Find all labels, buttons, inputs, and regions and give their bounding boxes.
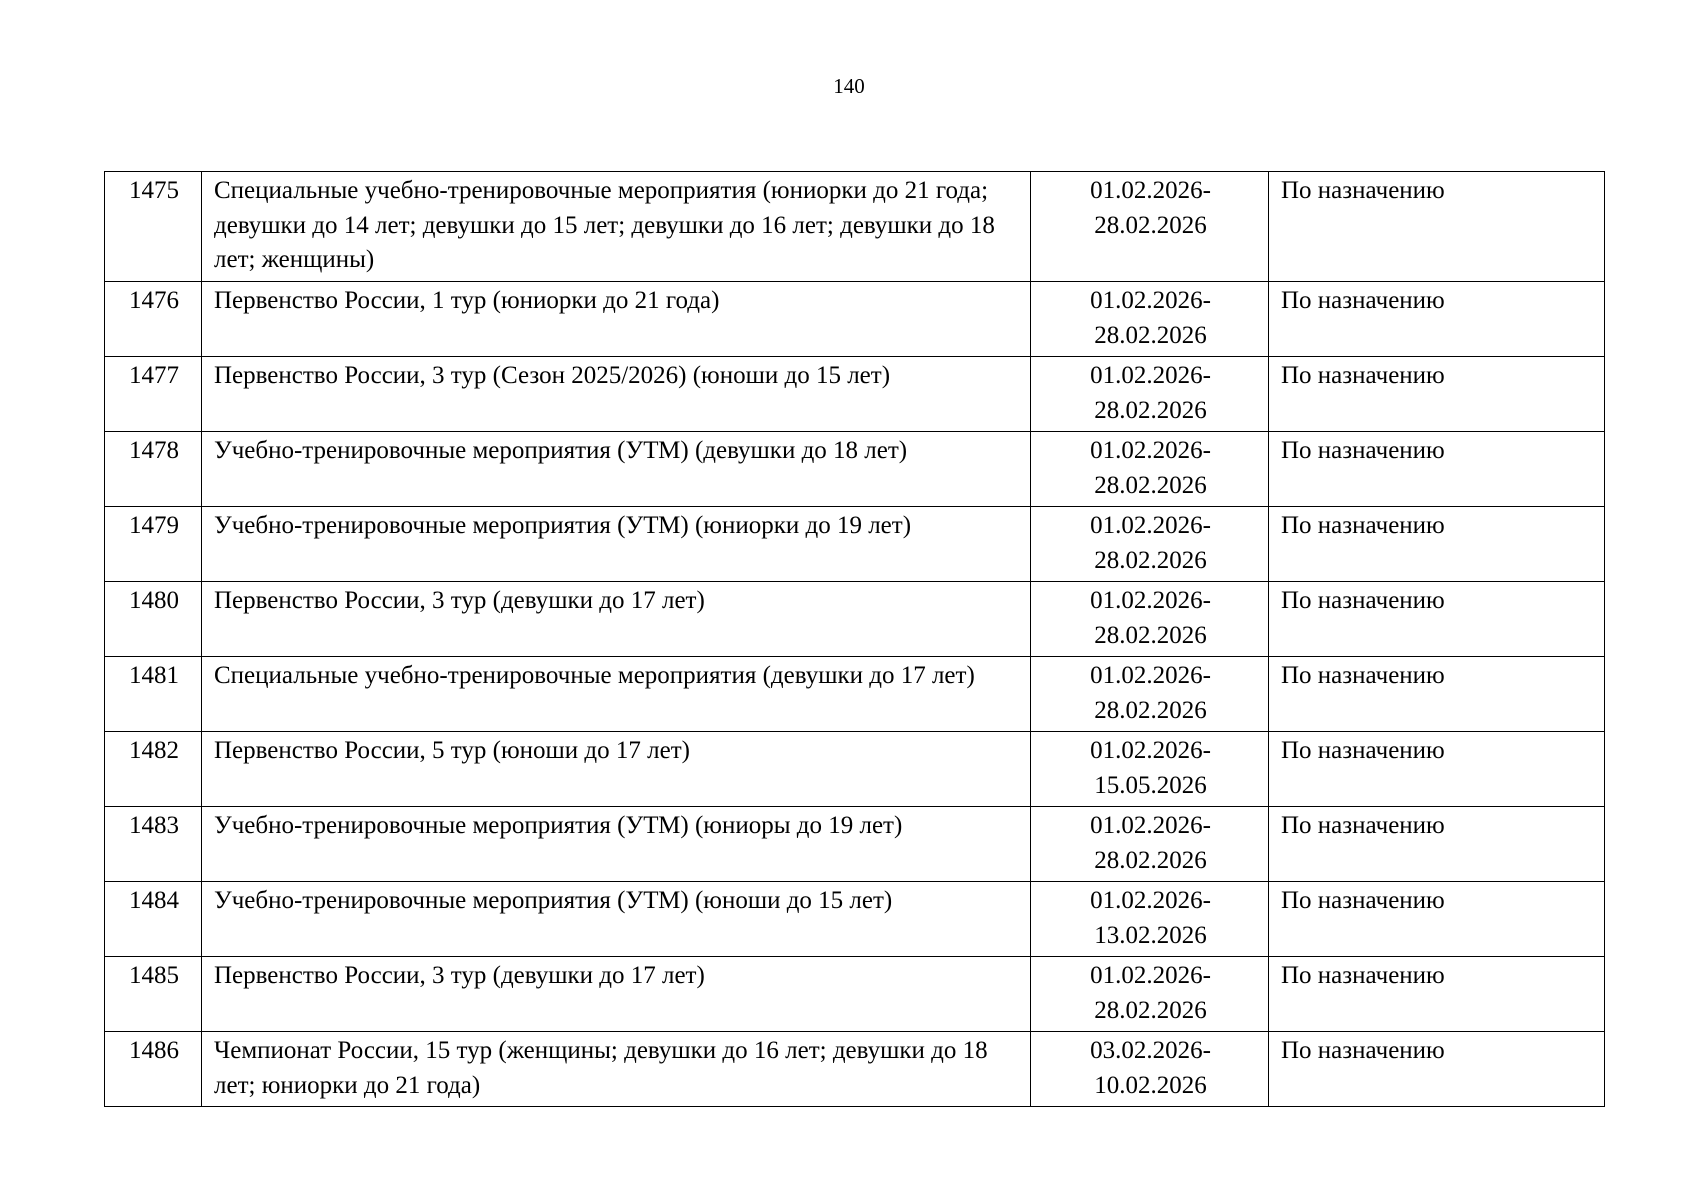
event-name: Специальные учебно-тренировочные мероприятия (юниорки до 21 года; девушки до 14 лет; девушки до 15 лет; девушки до 16 лет; девушки до 18 лет; женщины) bbox=[202, 172, 1031, 282]
date-start: 01.02.2026- bbox=[1090, 287, 1211, 314]
event-dates bbox=[1031, 732, 1269, 807]
date-end: 28.02.2026 bbox=[1094, 621, 1207, 649]
table-row bbox=[105, 432, 1605, 507]
events-table bbox=[104, 171, 1605, 1107]
event-name: Первенство России, 3 тур (Сезон 2025/2026) (юноши до 15 лет) bbox=[202, 357, 1031, 432]
date-start: 01.02.2026- bbox=[1090, 437, 1211, 464]
date-end: 28.02.2026 bbox=[1094, 546, 1207, 574]
row-number: 1480 bbox=[105, 582, 202, 657]
table-row bbox=[105, 807, 1605, 882]
participation: По назначению bbox=[1269, 507, 1605, 582]
event-name: Учебно-тренировочные мероприятия (УТМ) (юниоры до 19 лет) bbox=[202, 807, 1031, 882]
participation: По назначению bbox=[1269, 807, 1605, 882]
event-dates bbox=[1031, 882, 1269, 957]
event-name: Первенство России, 5 тур (юноши до 17 лет) bbox=[202, 732, 1031, 807]
table-row bbox=[105, 882, 1605, 957]
table-row bbox=[105, 657, 1605, 732]
date-end: 10.02.2026 bbox=[1094, 1071, 1207, 1099]
date-end: 28.02.2026 bbox=[1094, 996, 1207, 1024]
table-row bbox=[105, 732, 1605, 807]
event-name: Специальные учебно-тренировочные мероприятия (девушки до 17 лет) bbox=[202, 657, 1031, 732]
date-end: 28.02.2026 bbox=[1094, 321, 1207, 349]
row-number: 1478 bbox=[105, 432, 202, 507]
date-end: 28.02.2026 bbox=[1094, 211, 1207, 239]
event-name: Первенство России, 3 тур (девушки до 17 лет) bbox=[202, 582, 1031, 657]
date-end: 28.02.2026 bbox=[1094, 696, 1207, 724]
event-dates bbox=[1031, 582, 1269, 657]
event-dates bbox=[1031, 172, 1269, 282]
table-row bbox=[105, 582, 1605, 657]
participation: По назначению bbox=[1269, 657, 1605, 732]
table-row bbox=[105, 507, 1605, 582]
table-row bbox=[105, 1032, 1605, 1107]
event-dates bbox=[1031, 282, 1269, 357]
row-number: 1477 bbox=[105, 357, 202, 432]
date-start: 01.02.2026- bbox=[1090, 962, 1211, 989]
events-table-body bbox=[105, 172, 1605, 1107]
row-number: 1475 bbox=[105, 172, 202, 282]
row-number: 1484 bbox=[105, 882, 202, 957]
event-name: Учебно-тренировочные мероприятия (УТМ) (юниорки до 19 лет) bbox=[202, 507, 1031, 582]
table-row bbox=[105, 282, 1605, 357]
date-start: 01.02.2026- bbox=[1090, 737, 1211, 764]
date-start: 01.02.2026- bbox=[1090, 887, 1211, 914]
row-number: 1479 bbox=[105, 507, 202, 582]
event-name: Чемпионат России, 15 тур (женщины; девушки до 16 лет; девушки до 18 лет; юниорки до 21 года) bbox=[202, 1032, 1031, 1107]
date-start: 01.02.2026- bbox=[1090, 812, 1211, 839]
event-dates bbox=[1031, 657, 1269, 732]
event-dates bbox=[1031, 1032, 1269, 1107]
participation: По назначению bbox=[1269, 957, 1605, 1032]
row-number: 1482 bbox=[105, 732, 202, 807]
event-name: Учебно-тренировочные мероприятия (УТМ) (юноши до 15 лет) bbox=[202, 882, 1031, 957]
row-number: 1485 bbox=[105, 957, 202, 1032]
event-dates bbox=[1031, 432, 1269, 507]
event-name: Учебно-тренировочные мероприятия (УТМ) (девушки до 18 лет) bbox=[202, 432, 1031, 507]
table-row bbox=[105, 957, 1605, 1032]
participation: По назначению bbox=[1269, 282, 1605, 357]
event-name: Первенство России, 1 тур (юниорки до 21 года) bbox=[202, 282, 1031, 357]
participation: По назначению bbox=[1269, 357, 1605, 432]
event-dates bbox=[1031, 357, 1269, 432]
table-row bbox=[105, 172, 1605, 282]
event-dates bbox=[1031, 807, 1269, 882]
date-end: 28.02.2026 bbox=[1094, 471, 1207, 499]
date-start: 01.02.2026- bbox=[1090, 662, 1211, 689]
event-name: Первенство России, 3 тур (девушки до 17 лет) bbox=[202, 957, 1031, 1032]
date-end: 15.05.2026 bbox=[1094, 771, 1207, 799]
date-start: 01.02.2026- bbox=[1090, 177, 1211, 204]
date-start: 01.02.2026- bbox=[1090, 512, 1211, 539]
date-start: 01.02.2026- bbox=[1090, 587, 1211, 614]
page-number: 140 bbox=[833, 74, 865, 98]
participation: По назначению bbox=[1269, 432, 1605, 507]
date-end: 13.02.2026 bbox=[1094, 921, 1207, 949]
row-number: 1486 bbox=[105, 1032, 202, 1107]
event-dates bbox=[1031, 957, 1269, 1032]
event-dates bbox=[1031, 507, 1269, 582]
participation: По назначению bbox=[1269, 882, 1605, 957]
date-start: 03.02.2026- bbox=[1090, 1037, 1211, 1064]
participation: По назначению bbox=[1269, 732, 1605, 807]
date-end: 28.02.2026 bbox=[1094, 846, 1207, 874]
table-row bbox=[105, 357, 1605, 432]
date-end: 28.02.2026 bbox=[1094, 396, 1207, 424]
row-number: 1476 bbox=[105, 282, 202, 357]
participation: По назначению bbox=[1269, 172, 1605, 282]
date-start: 01.02.2026- bbox=[1090, 362, 1211, 389]
row-number: 1481 bbox=[105, 657, 202, 732]
participation: По назначению bbox=[1269, 582, 1605, 657]
row-number: 1483 bbox=[105, 807, 202, 882]
participation: По назначению bbox=[1269, 1032, 1605, 1107]
